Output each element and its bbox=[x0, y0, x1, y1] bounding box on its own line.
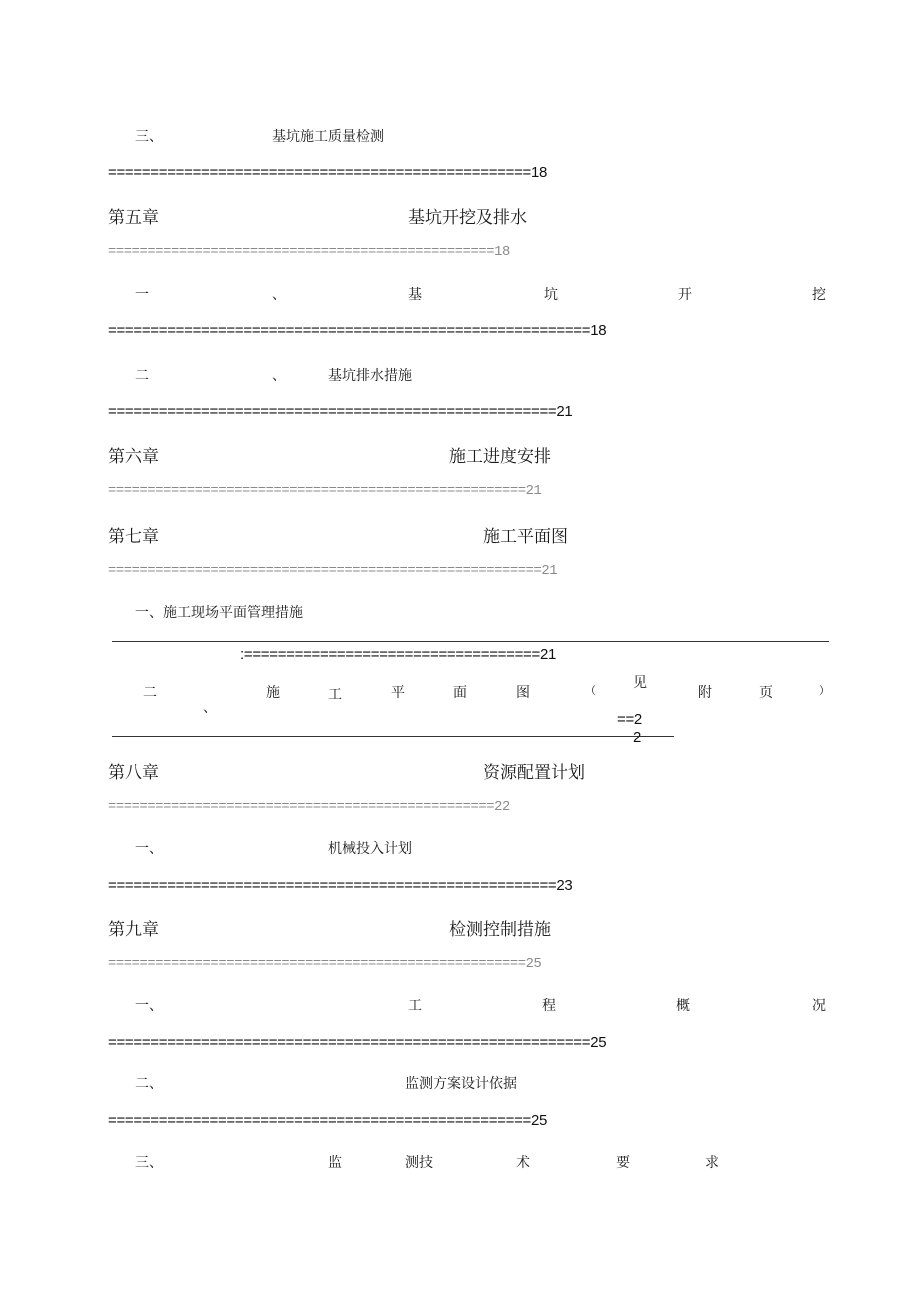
chapter-label: 第五章 bbox=[108, 208, 159, 228]
toc-entry-paren-open: （ bbox=[585, 684, 596, 697]
divider-line bbox=[112, 641, 829, 642]
toc-leader: =====================================================25 bbox=[108, 957, 542, 972]
toc-entry-char: 、 bbox=[203, 700, 217, 716]
toc-entry-char: 工 bbox=[408, 998, 422, 1014]
toc-entry-char: 施 bbox=[266, 685, 280, 701]
toc-entry-number: 三、 bbox=[135, 129, 163, 145]
toc-entry-title: 基坑排水措施 bbox=[328, 368, 412, 384]
toc-entry-number: 二 bbox=[135, 368, 149, 384]
toc-entry-char: 三、 bbox=[135, 1155, 163, 1171]
toc-entry-char: 挖 bbox=[812, 287, 826, 303]
toc-entry-separator: 、 bbox=[272, 368, 286, 384]
toc-entry-char: 术 bbox=[516, 1155, 530, 1171]
toc-entry-char: 平 bbox=[391, 685, 405, 701]
toc-leader: =========================================================25 bbox=[108, 1034, 607, 1051]
toc-entry-char: 工 bbox=[328, 687, 342, 703]
chapter-label: 第九章 bbox=[108, 920, 159, 940]
toc-leader: ==2 bbox=[617, 711, 642, 728]
chapter-title: 资源配置计划 bbox=[483, 763, 585, 783]
toc-leader: =========================================================18 bbox=[108, 322, 607, 339]
toc-leader: =======================================================21 bbox=[108, 564, 558, 579]
toc-entry-number: 二、 bbox=[135, 1076, 163, 1092]
toc-entry-char: 求 bbox=[705, 1155, 719, 1171]
toc-entry-char: 程 bbox=[542, 998, 556, 1014]
toc-entry-number: 一、 bbox=[135, 841, 163, 857]
toc-entry-char: 开 bbox=[678, 287, 692, 303]
toc-entry-char: 况 bbox=[812, 998, 826, 1014]
toc-entry-char: 页 bbox=[759, 685, 773, 701]
divider-line bbox=[112, 736, 674, 737]
toc-leader: :===================================21 bbox=[240, 646, 557, 663]
toc-entry-title: 一、施工现场平面管理措施 bbox=[135, 605, 303, 621]
toc-entry-title: 基坑施工质量检测 bbox=[272, 129, 384, 145]
toc-entry-char: 要 bbox=[616, 1155, 630, 1171]
toc-entry-char: 图 bbox=[516, 685, 530, 701]
toc-leader: =================================================18 bbox=[108, 245, 510, 260]
chapter-title: 施工平面图 bbox=[483, 527, 568, 547]
toc-entry-char: 一 bbox=[135, 287, 149, 303]
chapter-title: 检测控制措施 bbox=[449, 920, 551, 940]
toc-entry-char: 坑 bbox=[544, 287, 558, 303]
toc-entry-char: 一、 bbox=[135, 998, 163, 1014]
chapter-label: 第八章 bbox=[108, 763, 159, 783]
toc-leader: =====================================================21 bbox=[108, 484, 542, 499]
chapter-title: 施工进度安排 bbox=[449, 447, 551, 467]
toc-page-number-fragment: 2 bbox=[633, 729, 642, 746]
chapter-label: 第六章 bbox=[108, 447, 159, 467]
toc-entry-title: 机械投入计划 bbox=[328, 841, 412, 857]
toc-entry-char: 测技 bbox=[405, 1155, 433, 1171]
toc-leader: =====================================================23 bbox=[108, 877, 573, 894]
toc-leader: =================================================22 bbox=[108, 800, 510, 815]
toc-entry-paren-close: ） bbox=[819, 684, 830, 697]
toc-leader: ==================================================18 bbox=[108, 164, 548, 181]
toc-leader: ==================================================25 bbox=[108, 1112, 548, 1129]
chapter-title: 基坑开挖及排水 bbox=[408, 208, 527, 228]
toc-entry-char: 二 bbox=[143, 685, 157, 701]
toc-entry-char: 附 bbox=[698, 685, 712, 701]
toc-entry-char: 监 bbox=[328, 1155, 342, 1171]
toc-entry-char: 概 bbox=[676, 998, 690, 1014]
toc-entry-char: 面 bbox=[453, 685, 467, 701]
chapter-label: 第七章 bbox=[108, 527, 159, 547]
toc-entry-char: 基 bbox=[408, 287, 422, 303]
toc-entry-char: 、 bbox=[272, 287, 286, 303]
toc-entry-char: 见 bbox=[633, 675, 647, 691]
toc-entry-title: 监测方案设计依据 bbox=[405, 1076, 517, 1092]
toc-leader: =====================================================21 bbox=[108, 403, 573, 420]
